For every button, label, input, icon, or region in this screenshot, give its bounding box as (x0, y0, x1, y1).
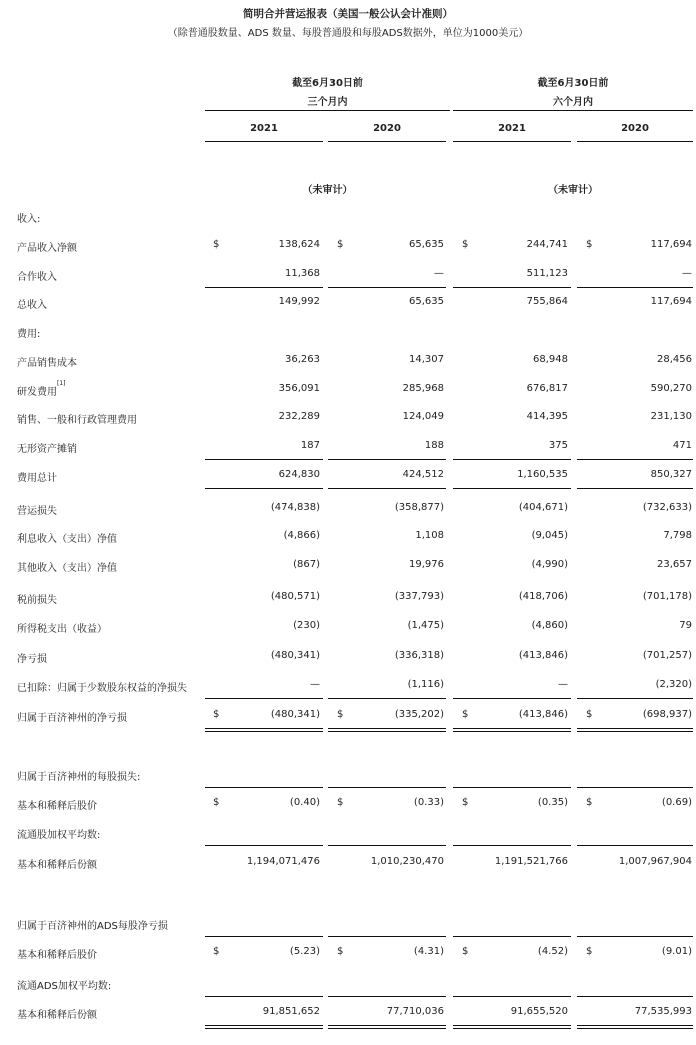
table-cell-value: 244,741 (526, 239, 568, 250)
table-cell-value: 850,327 (650, 469, 692, 480)
year-header: 2020 (621, 123, 649, 134)
year-rule (577, 141, 693, 142)
table-cell-value: (480,341) (270, 709, 320, 720)
column-rule (205, 787, 323, 788)
year-rule (453, 141, 571, 142)
table-cell-value: 231,130 (650, 411, 692, 422)
table-cell-value: (358,877) (394, 502, 444, 513)
row-label: 产品销售成本 (17, 358, 77, 369)
table-cell-value: (474,838) (270, 502, 320, 513)
table-cell-value: — (310, 679, 320, 690)
column-rule (577, 936, 693, 937)
currency-symbol: $ (213, 946, 220, 957)
double-rule (577, 1028, 693, 1029)
table-cell-value: (4,866) (283, 530, 320, 541)
row-label: 基本和稀释后股价 (17, 801, 97, 812)
row-label: 费用: (17, 329, 41, 340)
table-cell-value: (1,475) (407, 620, 444, 631)
table-cell-value: 624,830 (278, 469, 320, 480)
column-rule (328, 787, 446, 788)
table-cell-value: 755,864 (526, 296, 568, 307)
table-cell-value: 1,010,230,470 (370, 856, 444, 867)
table-cell-value: 65,635 (409, 296, 444, 307)
table-cell-value: (0.33) (413, 797, 444, 808)
table-cell-value: 36,263 (285, 354, 320, 365)
column-rule (453, 459, 571, 460)
column-rule (328, 936, 446, 937)
column-rule (453, 996, 571, 997)
double-rule (328, 1025, 446, 1026)
column-rule (205, 845, 323, 846)
row-label: 无形资产摊销 (17, 444, 77, 455)
double-rule (577, 728, 693, 729)
table-cell-value: (701,178) (642, 591, 692, 602)
year-header: 2020 (373, 123, 401, 134)
table-cell-value: (480,341) (270, 650, 320, 661)
table-cell-value: (413,846) (518, 650, 568, 661)
unaudited-label: （未审计） (302, 185, 353, 196)
year-rule (205, 141, 323, 142)
currency-symbol: $ (337, 946, 344, 957)
table-cell-value: (1,116) (407, 679, 444, 690)
currency-symbol: $ (586, 239, 593, 250)
table-cell-value: 11,368 (285, 268, 320, 279)
currency-symbol: $ (586, 709, 593, 720)
group2-header-rule (453, 110, 693, 111)
table-cell-value: 124,049 (402, 411, 444, 422)
table-cell-value: 14,307 (409, 354, 444, 365)
column-rule (577, 996, 693, 997)
table-cell-value: (698,937) (642, 709, 692, 720)
double-rule (453, 728, 571, 729)
table-cell-value: 1,194,071,476 (246, 856, 320, 867)
currency-symbol: $ (586, 946, 593, 957)
table-cell-value: 676,817 (526, 383, 568, 394)
row-label: 利息收入（支出）净值 (17, 534, 117, 545)
row-label: 营运损失 (17, 506, 57, 517)
column-rule (453, 845, 571, 846)
page-subtitle: （除普通股数量、ADS 数量、每股普通股和每股ADS数据外，单位为1000美元） (167, 28, 529, 39)
table-cell-value: (4,990) (531, 559, 568, 570)
table-cell-value: (701,257) (642, 650, 692, 661)
currency-symbol: $ (337, 797, 344, 808)
table-cell-value: 117,694 (650, 239, 692, 250)
table-cell-value: (867) (293, 559, 320, 570)
currency-symbol: $ (337, 709, 344, 720)
table-cell-value: 91,851,652 (262, 1006, 320, 1017)
table-cell-value: (0.69) (661, 797, 692, 808)
table-cell-value: (2,320) (655, 679, 692, 690)
footnote-marker: [1] (57, 380, 66, 387)
table-cell-value: (418,706) (518, 591, 568, 602)
column-rule (205, 459, 323, 460)
column-rule (453, 936, 571, 937)
row-label: 税前损失 (17, 595, 57, 606)
table-cell-value: 7,798 (663, 530, 692, 541)
double-rule (453, 1025, 571, 1026)
row-label: 收入: (17, 214, 41, 225)
row-label: 基本和稀释后股价 (17, 950, 97, 961)
group2-header-line1: 截至6月30日前 (537, 78, 609, 89)
table-cell-value: 1,108 (415, 530, 444, 541)
table-cell-value: 187 (300, 440, 320, 451)
table-cell-value: (0.35) (537, 797, 568, 808)
table-cell-value: — (434, 268, 444, 279)
row-label: 基本和稀释后份额 (17, 1010, 97, 1021)
column-rule (328, 698, 446, 699)
row-label: 流通股加权平均数: (17, 830, 101, 841)
table-cell-value: (9,045) (531, 530, 568, 541)
row-label: 归属于百济神州的净亏损 (17, 713, 127, 724)
table-cell-value: 23,657 (657, 559, 692, 570)
column-rule (205, 936, 323, 937)
table-cell-value: (4.31) (413, 946, 444, 957)
table-cell-value: (5.23) (289, 946, 320, 957)
column-rule (577, 287, 693, 288)
table-cell-value: 91,655,520 (510, 1006, 568, 1017)
table-cell-value: 356,091 (278, 383, 320, 394)
currency-symbol: $ (213, 709, 220, 720)
table-cell-value: (335,202) (394, 709, 444, 720)
double-rule (577, 1025, 693, 1026)
group1-header-rule (205, 110, 450, 111)
column-rule (577, 459, 693, 460)
double-rule (205, 1025, 323, 1026)
currency-symbol: $ (462, 946, 469, 957)
table-cell-value: 19,976 (409, 559, 444, 570)
row-label: 归属于百济神州的每股损失: (17, 772, 141, 783)
row-label: 总收入 (17, 300, 47, 311)
row-label: 其他收入（支出）净值 (17, 563, 117, 574)
table-cell-value: (337,793) (394, 591, 444, 602)
table-cell-value: 232,289 (278, 411, 320, 422)
table-cell-value: (230) (293, 620, 320, 631)
currency-symbol: $ (213, 797, 220, 808)
table-cell-value: (9.01) (661, 946, 692, 957)
column-rule (453, 787, 571, 788)
row-label: 净亏损 (17, 654, 47, 665)
table-cell-value: (4,860) (531, 620, 568, 631)
table-cell-value: — (682, 268, 692, 279)
double-rule (205, 728, 323, 729)
row-label: 产品收入净额 (17, 243, 77, 254)
page-title: 简明合并营运报表（美国一般公认会计准则） (243, 8, 453, 20)
column-rule (328, 996, 446, 997)
table-cell-value: 511,123 (526, 268, 568, 279)
group2-header-line2: 六个月内 (553, 97, 593, 108)
group1-header-line1: 截至6月30日前 (292, 78, 363, 89)
column-rule (577, 488, 693, 489)
row-label: 销售、一般和行政管理费用 (17, 415, 137, 426)
row-label: 研发费用 (17, 387, 57, 398)
year-header: 2021 (250, 123, 278, 134)
table-cell-value: 285,968 (402, 383, 444, 394)
currency-symbol: $ (462, 709, 469, 720)
double-rule (453, 731, 571, 732)
table-cell-value: (732,633) (642, 502, 692, 513)
column-rule (328, 459, 446, 460)
double-rule (328, 731, 446, 732)
currency-symbol: $ (462, 797, 469, 808)
year-header: 2021 (498, 123, 526, 134)
row-label: 基本和稀释后份额 (17, 860, 97, 871)
table-cell-value: 471 (672, 440, 692, 451)
currency-symbol: $ (462, 239, 469, 250)
table-cell-value: 1,191,521,766 (494, 856, 568, 867)
double-rule (205, 1028, 323, 1029)
table-cell-value: 77,535,993 (634, 1006, 692, 1017)
table-cell-value: 149,992 (278, 296, 320, 307)
column-rule (577, 787, 693, 788)
column-rule (205, 287, 323, 288)
table-cell-value: — (558, 679, 568, 690)
double-rule (328, 1028, 446, 1029)
currency-symbol: $ (337, 239, 344, 250)
column-rule (328, 845, 446, 846)
table-cell-value: 188 (424, 440, 444, 451)
currency-symbol: $ (213, 239, 220, 250)
table-cell-value: 28,456 (657, 354, 692, 365)
column-rule (577, 845, 693, 846)
column-rule (453, 287, 571, 288)
table-cell-value: 424,512 (402, 469, 444, 480)
table-cell-value: 79 (679, 620, 692, 631)
column-rule (453, 488, 571, 489)
double-rule (205, 731, 323, 732)
column-rule (328, 488, 446, 489)
table-cell-value: 590,270 (650, 383, 692, 394)
row-label: 费用总计 (17, 473, 57, 484)
column-rule (453, 698, 571, 699)
table-cell-value: (404,671) (518, 502, 568, 513)
double-rule (453, 1028, 571, 1029)
column-rule (205, 488, 323, 489)
table-cell-value: (0.40) (289, 797, 320, 808)
row-label: 合作收入 (17, 272, 57, 283)
double-rule (577, 731, 693, 732)
table-cell-value: 68,948 (533, 354, 568, 365)
group1-header-line2: 三个月内 (307, 97, 348, 108)
column-rule (577, 698, 693, 699)
table-cell-value: (413,846) (518, 709, 568, 720)
table-cell-value: 117,694 (650, 296, 692, 307)
table-cell-value: 77,710,036 (386, 1006, 444, 1017)
year-rule (328, 141, 446, 142)
table-cell-value: 375 (548, 440, 568, 451)
table-cell-value: 1,007,967,904 (618, 856, 692, 867)
column-rule (328, 287, 446, 288)
table-cell-value: 1,160,535 (517, 469, 568, 480)
unaudited-label: （未审计） (548, 185, 598, 196)
double-rule (328, 728, 446, 729)
table-cell-value: (336,318) (394, 650, 444, 661)
row-label: 所得税支出（收益） (17, 624, 107, 635)
row-label: 归属于百济神州的ADS每股净亏损 (17, 921, 168, 932)
currency-symbol: $ (586, 797, 593, 808)
table-cell-value: 138,624 (278, 239, 320, 250)
row-label: 已扣除：归属于少数股东权益的净损失 (17, 683, 187, 694)
column-rule (205, 996, 323, 997)
table-cell-value: 65,635 (409, 239, 444, 250)
column-rule (205, 698, 323, 699)
table-cell-value: (4.52) (537, 946, 568, 957)
table-cell-value: 414,395 (526, 411, 568, 422)
table-cell-value: (480,571) (270, 591, 320, 602)
row-label: 流通ADS加权平均数: (17, 981, 112, 992)
